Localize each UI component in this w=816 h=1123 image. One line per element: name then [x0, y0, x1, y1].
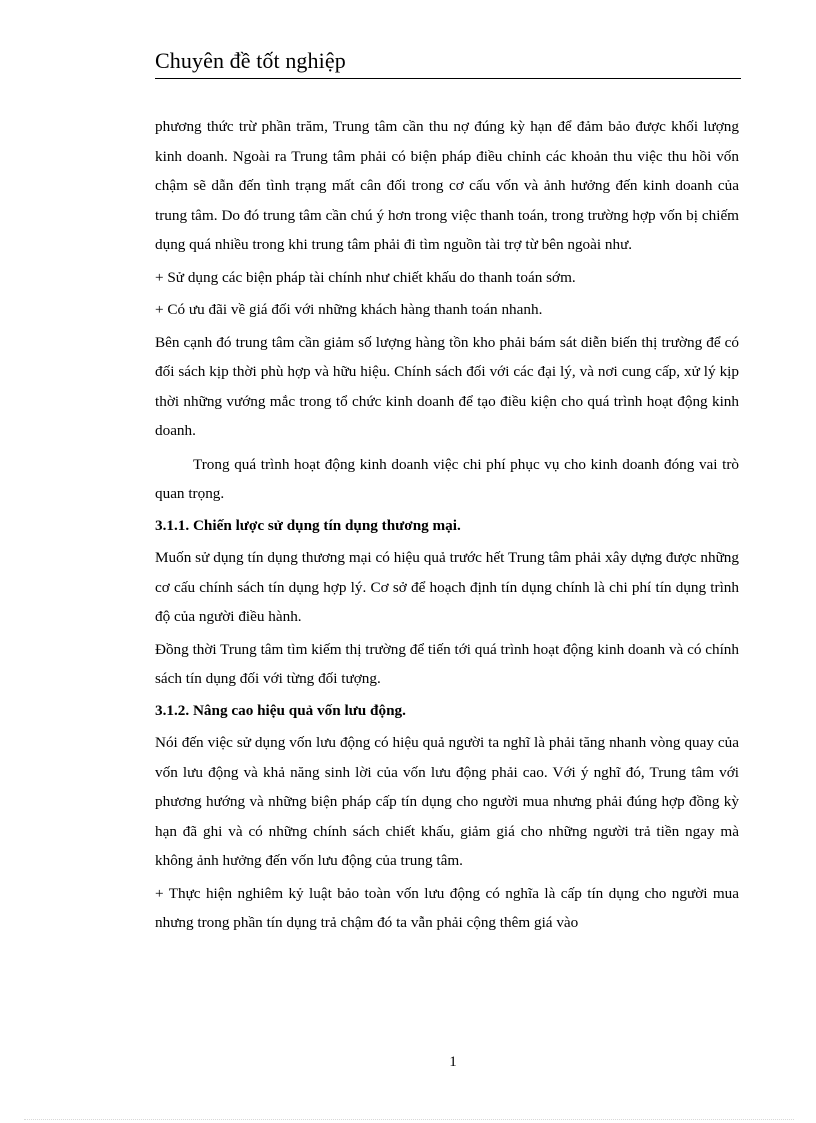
bullet-item: + Sử dụng các biện pháp tài chính như chiết khấu do thanh toán sớm. — [155, 268, 576, 286]
paragraph: phương thức trừ phần trăm, Trung tâm cần thu nợ đúng kỳ hạn để đảm bảo được khối lượng kinh doanh. Ngoài ra Trung tâm phải có biện pháp điều chỉnh các khoản thu việc thu hồi vốn chậm sẽ dẫn đến tình trạng mất cân đối trong cơ cấu vốn và ảnh hưởng đến kinh doanh của trung tâm. Do đó trung tâm cần chú ý hơn trong việc thanh toán, trong trường hợp vốn bị chiếm dụng quá nhiều trong khi trung tâm phải đi tìm nguồn tài trợ từ bên ngoài như. — [155, 118, 739, 253]
document-body — [155, 112, 739, 938]
page-number: 1 — [449, 1054, 457, 1070]
section-heading: 3.1.1. Chiến lược sử dụng tín dụng thương mại. — [155, 516, 461, 534]
paragraph: Đồng thời Trung tâm tìm kiếm thị trường để tiến tới quá trình hoạt động kinh doanh và có chính sách tín dụng đối với từng đối tượng. — [155, 640, 739, 687]
paragraph: Bên cạnh đó trung tâm cần giảm số lượng hàng tồn kho phải bám sát diễn biến thị trường để có đối sách kịp thời phù hợp và hữu hiệu. Chính sách đối với các đại lý, và nơi cung cấp, xử lý kịp thời những vướng mắc trong tổ chức kinh doanh để tạo điều kiện cho quá trình hoạt động kinh doanh. — [155, 333, 739, 439]
page-bottom-divider — [24, 1119, 794, 1120]
section-heading: 3.1.2. Nâng cao hiệu quả vốn lưu động. — [155, 701, 406, 719]
page-header — [155, 46, 741, 79]
bullet-item: + Thực hiện nghiêm kỷ luật bảo toàn vốn lưu động có nghĩa là cấp tín dụng cho người mua nhưng trong phần tín dụng trả chậm đó ta vẫn phải cộng thêm giá vào — [155, 884, 739, 931]
header-title: Chuyên đề tốt nghiệp — [155, 48, 346, 73]
indented-paragraph: Trong quá trình hoạt động kinh doanh việc chi phí phục vụ cho kinh doanh đóng vai trò quan trọng. — [155, 455, 739, 502]
paragraph: Nói đến việc sử dụng vốn lưu động có hiệu quả người ta nghĩ là phải tăng nhanh vòng quay của vốn lưu động và khả năng sinh lời của vốn lưu động phải cao. Với ý nghĩ đó, Trung tâm với phương hướng và những biện pháp cấp tín dụng cho người mua nhưng phải đúng hợp đồng kỳ hạn đã ghi và có những chính sách chiết khấu, giảm giá cho những người trả tiền ngay mà không ảnh hưởng đến vốn lưu động của trung tâm. — [155, 734, 739, 869]
paragraph: Muốn sử dụng tín dụng thương mại có hiệu quả trước hết Trung tâm phải xây dựng được những cơ cấu chính sách tín dụng hợp lý. Cơ sở để hoạch định tín dụng chính là chi phí tín dụng trình độ của người điều hành. — [155, 549, 739, 625]
bullet-item: + Có ưu đãi về giá đối với những khách hàng thanh toán nhanh. — [155, 301, 543, 318]
